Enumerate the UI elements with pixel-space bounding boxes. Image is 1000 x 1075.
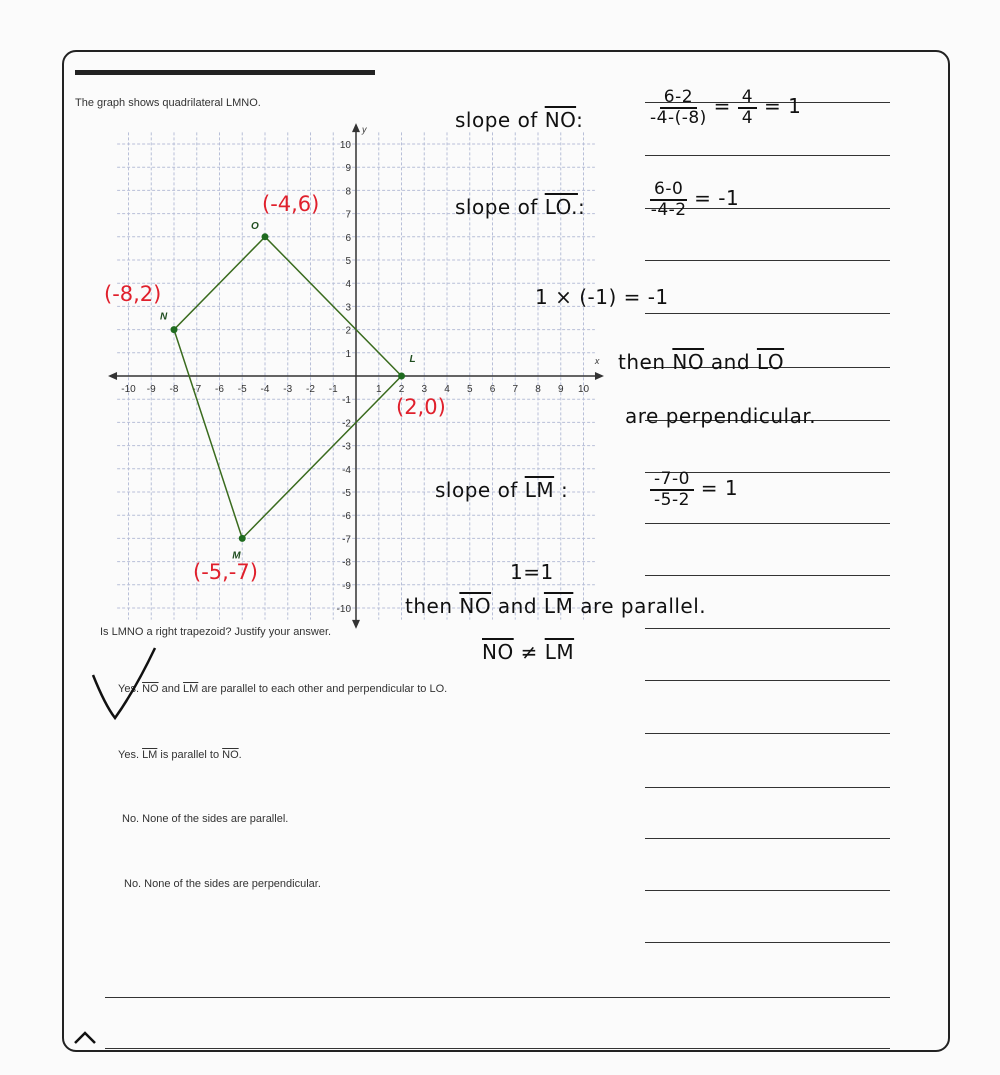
vertex-n — [171, 326, 178, 333]
y-tick-label: -7 — [342, 534, 351, 546]
y-tick-label: 3 — [345, 302, 351, 314]
vertex-l — [398, 373, 405, 380]
slope-label: slope of — [435, 478, 518, 502]
y-tick-label: 4 — [345, 279, 351, 291]
slope-lm-calc — [650, 470, 738, 509]
segment-no: $\overline{NO}$ — [482, 640, 514, 664]
segment: $\overline{NO}$ — [222, 749, 239, 761]
y-tick-label: -5 — [342, 488, 351, 499]
not-equal-line — [482, 640, 574, 664]
y-tick-label: -10 — [336, 604, 351, 615]
x-tick-label: -2 — [306, 384, 315, 395]
option-text: Yes. — [118, 683, 143, 695]
y-tick-label: 2 — [345, 325, 351, 337]
option-3[interactable] — [122, 813, 288, 825]
x-tick-label: 2 — [398, 384, 405, 395]
annotation-m: (-5,-7) — [193, 560, 258, 584]
x-tick-label: -10 — [121, 384, 136, 395]
vertex-label: O — [251, 220, 259, 232]
y-tick-label: 6 — [345, 232, 351, 244]
option-text: No. None of the sides are perpendicular. — [124, 878, 321, 890]
ruled-line — [645, 260, 890, 261]
slope-lo-calc — [650, 180, 739, 219]
denominator: -4-(-8) — [650, 107, 707, 128]
x-tick-label: -6 — [215, 384, 224, 395]
ruled-line — [105, 1048, 890, 1049]
option-2[interactable] — [118, 749, 242, 761]
ruled-line — [645, 733, 890, 734]
numerator: 6-0 — [650, 180, 687, 201]
product-line: 1 × (-1) = -1 — [535, 285, 669, 309]
vertex-label: M — [232, 550, 241, 562]
option-text: are parallel to each other and perpendicular to LO. — [198, 683, 448, 695]
x-tick-label: -8 — [169, 384, 179, 395]
x-tick-label: 9 — [557, 384, 564, 395]
segment-lm: $\overline{LM}$ — [543, 594, 574, 618]
x-tick-label: 7 — [512, 384, 519, 395]
y-axis-label: y — [362, 124, 367, 135]
ruled-line — [645, 838, 890, 839]
result: = 1 — [700, 476, 739, 501]
ruled-line — [645, 155, 890, 156]
slope-lo-line: slope of LO.: — [455, 195, 586, 219]
ruled-line — [105, 997, 890, 998]
segment-no: $\overline{NO}$ — [459, 594, 492, 618]
segment-lo: $\overline{LO}$ — [756, 350, 785, 374]
ruled-line — [645, 942, 890, 943]
ruled-line — [645, 575, 890, 576]
option-text: Yes. — [118, 749, 143, 761]
y-tick-label: 7 — [345, 209, 351, 221]
ruled-line — [645, 890, 890, 891]
segment-lo: LO. — [544, 195, 578, 219]
vertex-label: L — [409, 354, 416, 365]
vertex-m — [239, 535, 246, 542]
ruled-line — [645, 680, 890, 681]
slope-lm-line: slope of $\overline{LM}$ : — [435, 478, 569, 502]
y-tick-label: 8 — [345, 186, 351, 198]
and-word: and — [497, 594, 538, 618]
parallel-text: are parallel. — [580, 594, 707, 618]
y-tick-label: 10 — [339, 140, 351, 151]
x-tick-label: -5 — [237, 384, 247, 395]
segment-lm: $\overline{LM}$ — [544, 640, 575, 664]
ruled-line — [645, 628, 890, 629]
x-tick-label: 6 — [489, 384, 496, 395]
y-tick-label: 5 — [345, 256, 351, 267]
option-4[interactable] — [124, 878, 321, 890]
equal-slopes: 1=1 — [510, 560, 554, 584]
denominator: 4 — [741, 107, 754, 128]
x-tick-label: 8 — [535, 384, 541, 395]
y-tick-label: -6 — [342, 511, 351, 523]
segment: $\overline{LM}$ — [142, 749, 158, 761]
x-tick-label: 1 — [375, 384, 382, 395]
then-word: then — [405, 594, 453, 618]
question-intro: The graph shows quadrilateral LMNO. — [75, 97, 261, 109]
numerator: -7-0 — [650, 470, 694, 491]
slope-label: slope of — [455, 108, 538, 132]
then-word: then — [618, 350, 666, 374]
option-text: and — [158, 683, 184, 695]
y-tick-label: -2 — [342, 418, 351, 430]
ruled-line — [645, 787, 890, 788]
option-text: is parallel to — [157, 749, 223, 761]
denominator: -5-2 — [654, 489, 690, 510]
x-tick-label: 5 — [466, 384, 473, 395]
vertex-o — [262, 233, 269, 240]
parallel-conclusion — [405, 594, 706, 618]
x-tick-label: -7 — [192, 384, 202, 395]
y-tick-label: -9 — [342, 580, 351, 592]
y-tick-label: -8 — [342, 557, 351, 569]
x-tick-label: -9 — [146, 384, 156, 395]
numerator: 6-2 — [660, 88, 697, 109]
option-text: No. None of the sides are parallel. — [122, 813, 289, 825]
and-word: and — [710, 350, 751, 374]
not-equal-symbol: ≠ — [520, 640, 538, 664]
numerator: 4 — [738, 88, 757, 109]
segment: $\overline{NO}$ — [142, 683, 159, 695]
y-tick-label: -4 — [342, 464, 351, 476]
annotation-n: (-8,2) — [104, 282, 162, 306]
y-tick-label: 1 — [345, 348, 351, 360]
y-tick-label: -1 — [342, 395, 351, 407]
x-tick-label: 10 — [577, 384, 590, 395]
slope-label: slope of — [455, 195, 538, 219]
perpendicular-conclusion-2: are perpendicular. — [625, 404, 817, 428]
perpendicular-conclusion-1 — [618, 350, 784, 374]
equals: = — [713, 94, 731, 119]
option-text: . — [238, 749, 242, 761]
segment-no: $\overline{NO}$ — [544, 108, 577, 132]
segment-no: $\overline{NO}$ — [672, 350, 705, 374]
ruled-line — [645, 523, 890, 524]
annotation-o: (-4,6) — [262, 192, 320, 216]
question-prompt: Is LMNO a right trapezoid? Justify your answer. — [100, 626, 332, 638]
vertex-label: N — [160, 311, 168, 323]
result: = 1 — [763, 94, 802, 119]
x-tick-label: -4 — [260, 384, 270, 395]
x-tick-label: 3 — [421, 384, 428, 395]
result: = -1 — [694, 186, 740, 211]
x-tick-label: -1 — [328, 384, 338, 395]
x-tick-label: -3 — [283, 384, 293, 395]
annotation-l: (2,0) — [396, 395, 446, 419]
y-tick-label: -3 — [342, 441, 351, 453]
slope-no-calc — [650, 88, 801, 127]
y-tick-label: 9 — [345, 163, 351, 175]
ruled-line — [645, 313, 890, 314]
denominator: -4-2 — [650, 199, 687, 220]
segment-lm: $\overline{LM}$ — [524, 478, 555, 502]
option-1[interactable] — [118, 683, 447, 695]
x-tick-label: 4 — [444, 384, 450, 395]
x-axis-label: x — [594, 356, 600, 366]
segment: $\overline{LM}$ — [183, 683, 199, 695]
slope-no-line: slope of $\overline{NO}$: — [455, 108, 584, 132]
